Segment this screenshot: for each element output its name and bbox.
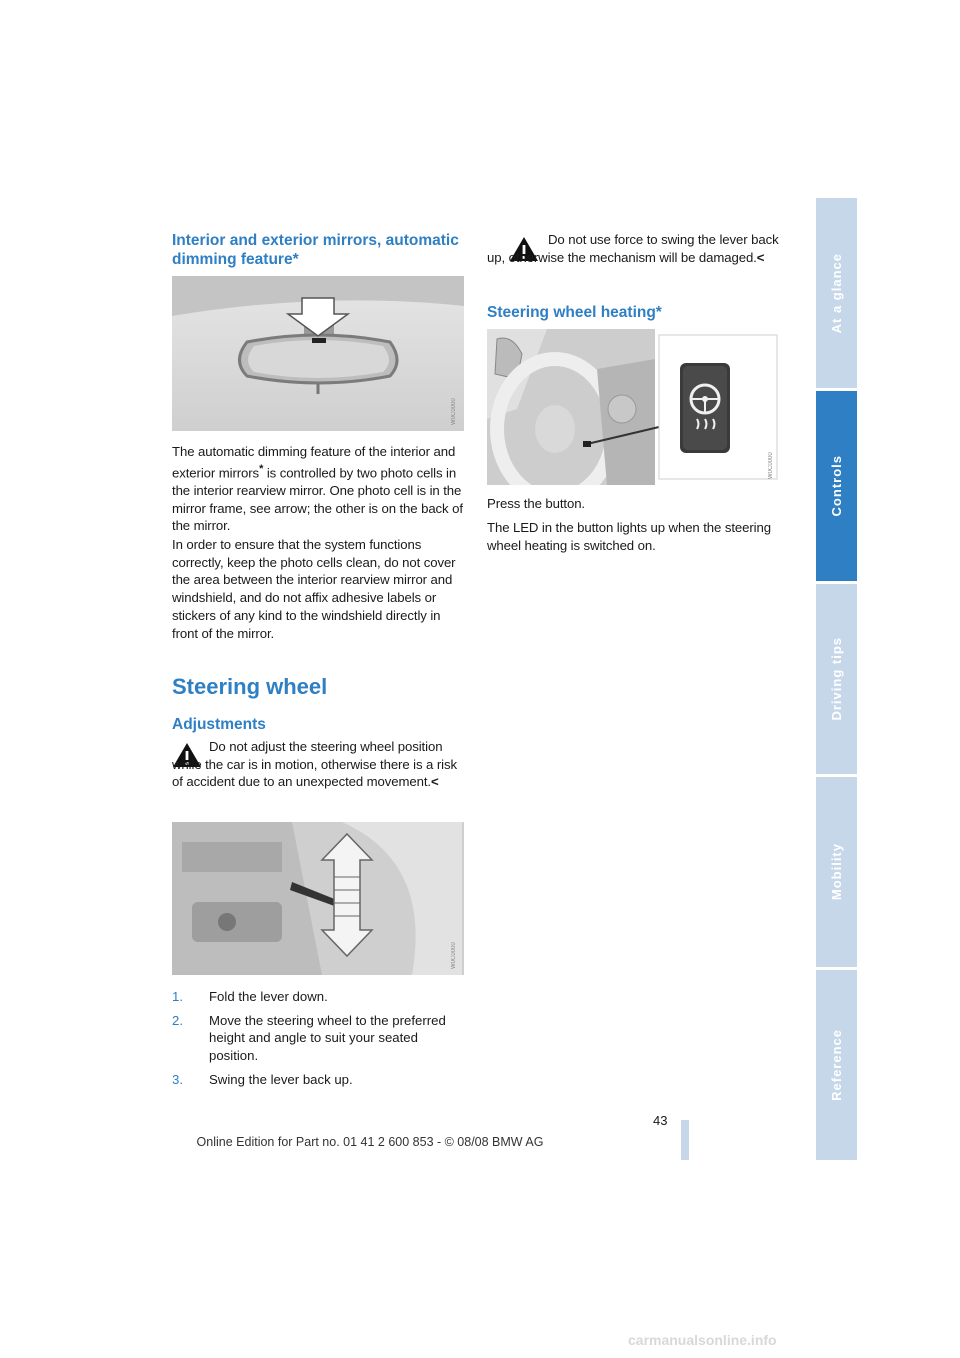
adjustments-heading: Adjustments — [172, 716, 266, 733]
list-item: 3. Swing the lever back up. — [172, 1071, 353, 1087]
heating-paragraph-1: Press the button. — [487, 496, 585, 511]
figure-code: W0C0000 — [451, 942, 457, 969]
figure-code: W0C0000 — [451, 398, 457, 425]
heating-paragraph-2: The LED in the button lights up when the steering wheel heating is switched on. — [487, 520, 771, 553]
tab-at-a-glance[interactable]: At a glance — [816, 198, 857, 388]
tab-reference[interactable]: Reference — [816, 970, 857, 1160]
tab-mobility[interactable]: Mobility — [816, 777, 857, 967]
adjustments-warning: Do not adjust the steering wheel position while the car is in motion, otherwise there is a risk of accident due to an unexpected movement.< — [172, 739, 457, 790]
section-tabs — [816, 198, 857, 1160]
adjustment-steps — [172, 988, 464, 1095]
figure-code: W0C0000 — [768, 452, 774, 479]
steering-adjust-figure — [172, 822, 464, 975]
watermark: carmanualsonline.info — [628, 1332, 777, 1348]
steering-heating-figure — [487, 329, 781, 485]
tab-controls[interactable]: Controls — [816, 391, 857, 581]
steering-heating-illustration — [487, 329, 781, 485]
mirror-figure — [172, 276, 464, 431]
lever-warning: Do not use force to swing the lever back up, otherwise the mechanism will be damaged.< — [487, 232, 779, 265]
footer-text: Online Edition for Part no. 01 41 2 600 853 - © 08/08 BMW AG — [196, 1135, 544, 1149]
steering-heating-heading: Steering wheel heating* — [487, 304, 662, 321]
page-number: 43 — [653, 1113, 668, 1128]
list-item: 1. Fold the lever down. — [172, 989, 328, 1004]
tab-driving-tips[interactable]: Driving tips — [816, 584, 857, 774]
list-item: 2. Move the steering wheel to the preferred height and angle to suit your seated position. — [172, 1012, 446, 1064]
mirror-paragraph-1: The automatic dimming feature of the interior and exterior mirrors* is controlled by two photo cells in the interior rearview mirror. One photo cell is in the mirror frame, see arrow; the other is on the back of the mirror. — [172, 444, 463, 534]
mirror-illustration — [172, 276, 464, 431]
steering-wheel-heading: Steering wheel — [172, 674, 328, 699]
steering-adjust-illustration — [172, 822, 464, 975]
mirror-heading: Interior and exterior mirrors, automatic dimming feature* — [172, 232, 459, 268]
mirror-paragraph-2: In order to ensure that the system functions correctly, keep the photo cells clean, do not cover the area between the interior rearview mirror and windshield, and do not affix adhesive labels or stickers of any kind to the windshield directly in front of the mirror. — [172, 537, 456, 641]
